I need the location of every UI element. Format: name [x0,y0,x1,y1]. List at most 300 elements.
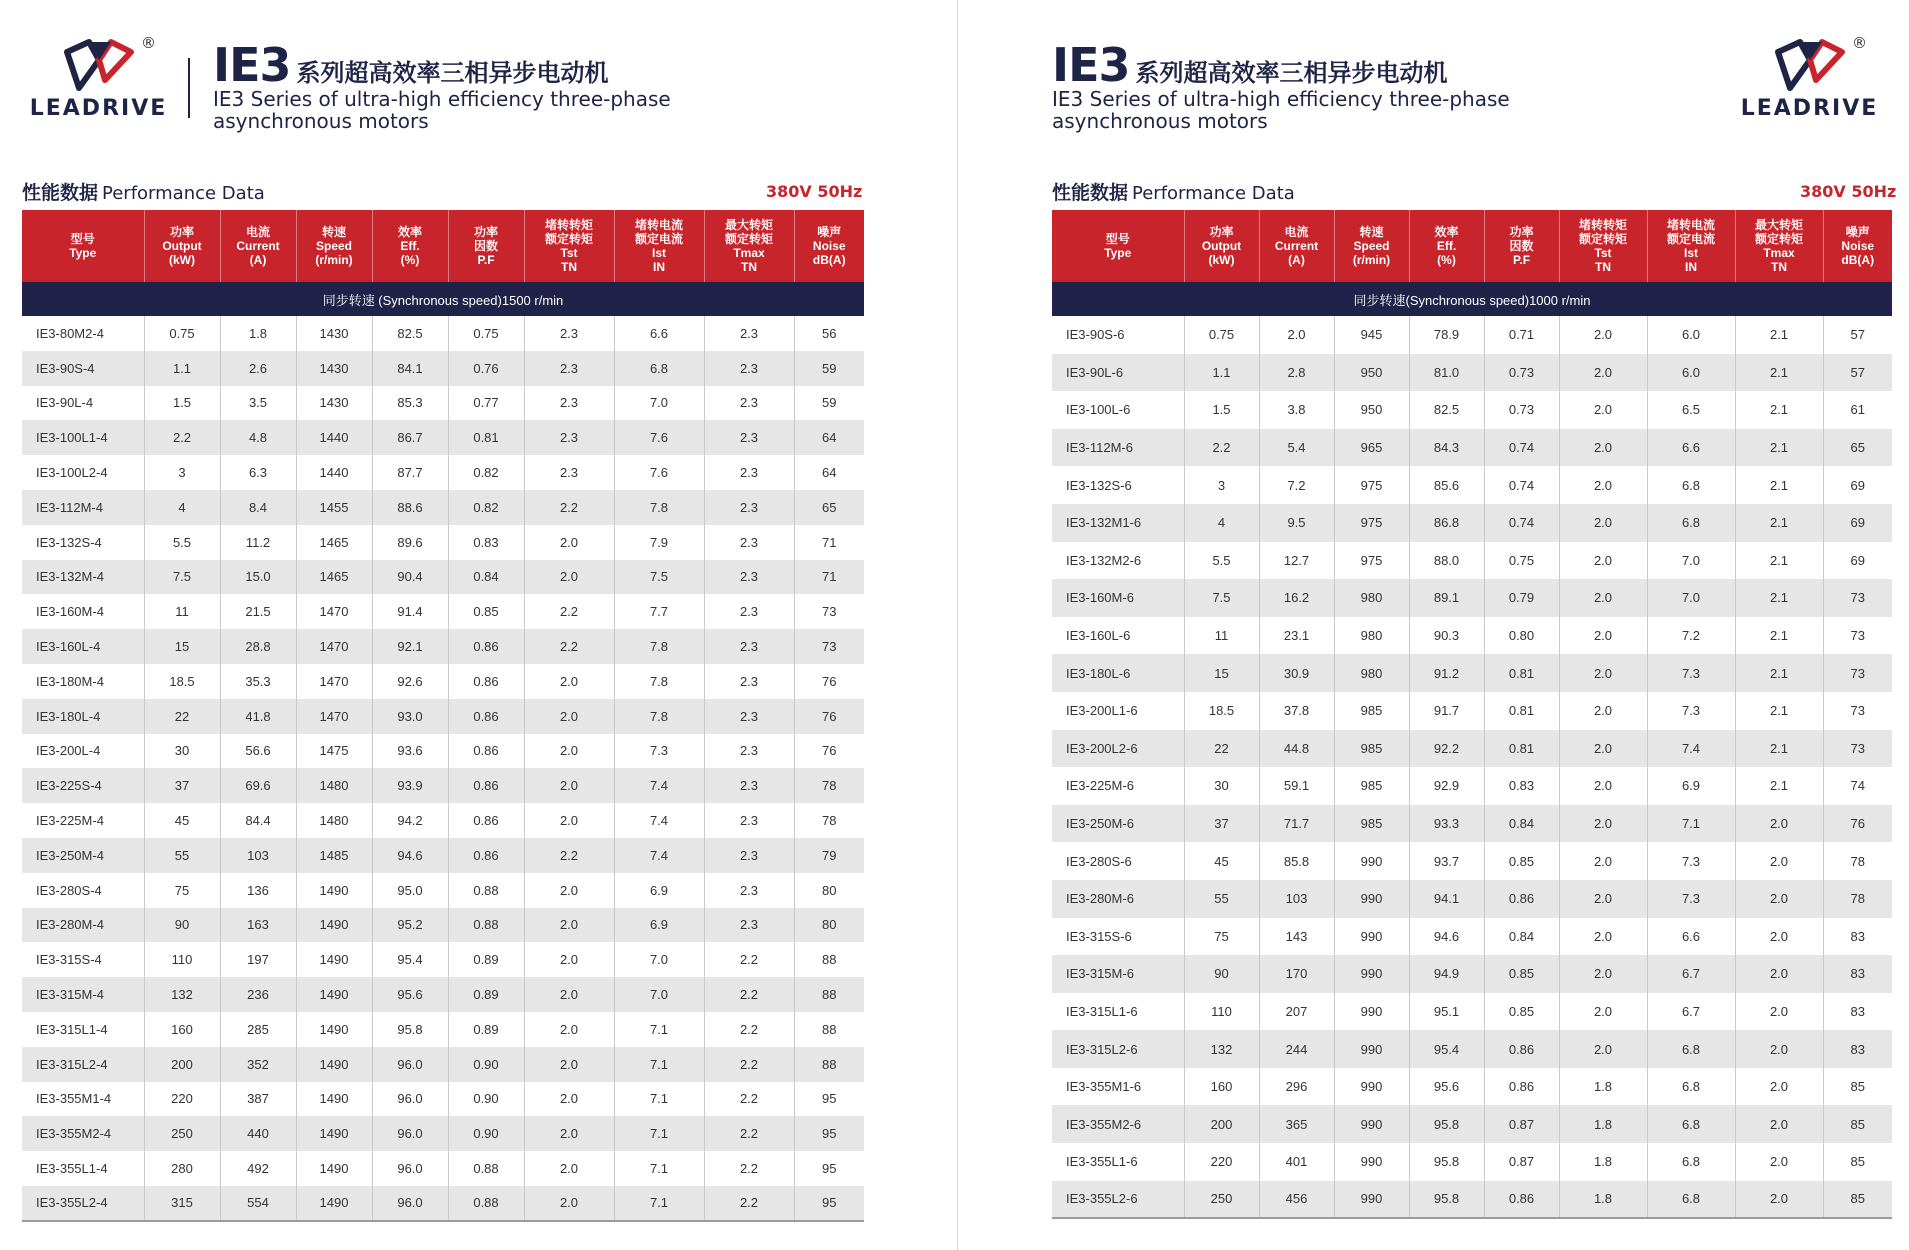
table-cell: 2.0 [1559,880,1647,918]
table-cell: 2.0 [524,560,614,595]
column-header-line: P.F [477,253,495,267]
table-cell: 1470 [296,594,372,629]
table-cell: 7.1 [614,1151,704,1186]
table-cell: 86.7 [372,420,448,455]
table-cell: 88.0 [1409,542,1484,580]
table-cell: 2.1 [1735,316,1823,354]
table-cell: 2.0 [524,1012,614,1047]
table-cell: 2.0 [1559,429,1647,467]
table-cell: 85 [1823,1068,1892,1106]
table-cell: 220 [1184,1143,1259,1181]
table-row [22,664,864,699]
table-cell: 0.74 [1484,504,1559,542]
table-cell: 0.79 [1484,579,1559,617]
table-row [1052,1068,1892,1106]
model-cell: IE3-355L2-4 [22,1186,144,1221]
table-row [1052,842,1892,880]
table-cell: 980 [1334,617,1409,655]
table-cell: 163 [220,908,296,943]
table-cell: 975 [1334,504,1409,542]
table-cell: 0.86 [448,803,524,838]
column-header-line: (r/min) [315,253,353,267]
column-header [704,210,794,282]
table-cell: 2.0 [1559,466,1647,504]
column-header [1184,210,1259,282]
table-row [22,594,864,629]
table-cell: 93.7 [1409,842,1484,880]
table-cell: 7.2 [1259,466,1334,504]
table-cell: 37 [144,768,220,803]
table-cell: 975 [1334,542,1409,580]
table-cell: 0.90 [448,1116,524,1151]
table-row [22,629,864,664]
table-cell: 1.8 [1559,1068,1647,1106]
table-row [22,768,864,803]
table-cell: 990 [1334,918,1409,956]
column-header-line: Noise [812,239,846,253]
table-cell: 7.0 [1647,542,1735,580]
table-row [1052,654,1892,692]
table-cell: 2.0 [1559,805,1647,843]
table-cell: 1440 [296,420,372,455]
table-cell: 6.0 [1647,316,1735,354]
column-header-line: (A) [1288,253,1305,267]
model-cell: IE3-90S-4 [22,351,144,386]
table-cell: 86.8 [1409,504,1484,542]
table-row [22,977,864,1012]
table-cell: 22 [1184,730,1259,768]
table-cell: 2.0 [524,768,614,803]
table-cell: 30 [1184,767,1259,805]
table-cell: 315 [144,1186,220,1221]
table-cell: 37 [1184,805,1259,843]
sync-speed-row [1052,282,1892,316]
table-cell: 6.6 [1647,429,1735,467]
table-cell: 1480 [296,768,372,803]
table-cell: 2.3 [704,386,794,421]
table-cell: 7.0 [614,942,704,977]
table-cell: 2.0 [1259,316,1334,354]
column-header [1647,210,1735,282]
model-cell: IE3-90S-6 [1052,316,1184,354]
column-header-line: 功率 [473,225,498,239]
table-cell: 7.2 [1647,617,1735,655]
table-cell: 2.2 [524,490,614,525]
table-cell: 0.86 [1484,880,1559,918]
table-cell: 2.0 [1559,842,1647,880]
table-cell: 5.5 [144,525,220,560]
table-cell: 96.0 [372,1047,448,1082]
table-cell: 80 [794,873,864,908]
table-cell: 1465 [296,525,372,560]
table-cell: 220 [144,1082,220,1117]
table-row [22,1186,864,1221]
model-cell: IE3-225M-6 [1052,767,1184,805]
column-header [22,210,144,282]
table-cell: 95.8 [1409,1143,1484,1181]
table-row [22,734,864,769]
section-heading-en: Performance Data [1132,183,1295,204]
column-header-line: Tst [1594,246,1612,260]
table-cell: 980 [1334,579,1409,617]
model-cell: IE3-315S-4 [22,942,144,977]
table-cell: 2.0 [524,1116,614,1151]
model-cell: IE3-355M1-4 [22,1082,144,1117]
model-cell: IE3-180L-4 [22,699,144,734]
table-cell: 0.90 [448,1047,524,1082]
table-cell: 143 [1259,918,1334,956]
table-cell: 1490 [296,1047,372,1082]
table-row [1052,466,1892,504]
table-cell: 4.8 [220,420,296,455]
model-cell: IE3-250M-4 [22,838,144,873]
table-cell: 2.3 [704,768,794,803]
column-header [1559,210,1647,282]
table-row [22,1012,864,1047]
column-header-line: Noise [1841,239,1875,253]
table-cell: 11 [1184,617,1259,655]
table-cell: 170 [1259,955,1334,993]
table-cell: 296 [1259,1068,1334,1106]
page-title [213,38,671,133]
table-cell: 0.84 [1484,918,1559,956]
table-cell: 2.2 [524,838,614,873]
model-cell: IE3-160M-6 [1052,579,1184,617]
section-heading-cn: 性能数据 [22,182,99,204]
table-cell: 7.5 [614,560,704,595]
table-cell: 1.8 [220,316,296,351]
table-cell: 1475 [296,734,372,769]
table-cell: 0.75 [1184,316,1259,354]
table-cell: 2.3 [524,316,614,351]
table-row [1052,1105,1892,1143]
table-cell: 401 [1259,1143,1334,1181]
table-cell: 3 [144,455,220,490]
table-cell: 15 [144,629,220,664]
column-header [1735,210,1823,282]
table-cell: 9.5 [1259,504,1334,542]
table-cell: 95.4 [1409,1030,1484,1068]
column-header-line: TN [1595,260,1611,274]
table-cell: 7.6 [614,455,704,490]
table-cell: 2.0 [1735,1068,1823,1106]
model-cell: IE3-132S-4 [22,525,144,560]
column-header-line: dB(A) [812,253,846,267]
table-row [1052,918,1892,956]
table-cell: 985 [1334,692,1409,730]
table-cell: 1470 [296,629,372,664]
table-cell: 73 [1823,579,1892,617]
table-cell: 95.8 [1409,1181,1484,1219]
table-cell: 0.84 [448,560,524,595]
table-cell: 2.3 [704,490,794,525]
table-cell: 44.8 [1259,730,1334,768]
table-row [1052,1030,1892,1068]
table-cell: 2.3 [524,351,614,386]
column-header-line: (kW) [1208,253,1235,267]
column-header [614,210,704,282]
left-page [22,0,892,1250]
table-cell: 2.1 [1735,730,1823,768]
column-header [372,210,448,282]
table-cell: 1430 [296,351,372,386]
column-header-line: P.F [1512,253,1531,267]
table-cell: 41.8 [220,699,296,734]
table-row [1052,1181,1892,1219]
table-cell: 990 [1334,842,1409,880]
table-cell: 76 [794,734,864,769]
table-cell: 0.87 [1484,1105,1559,1143]
table-cell: 285 [220,1012,296,1047]
table-cell: 2.1 [1735,354,1823,392]
table-cell: 78 [794,803,864,838]
table-cell: 89.1 [1409,579,1484,617]
table-cell: 91.2 [1409,654,1484,692]
table-cell: 69 [1823,504,1892,542]
table-cell: 250 [1184,1181,1259,1219]
table-cell: 7.5 [144,560,220,595]
table-cell: 95.0 [372,873,448,908]
column-header-line: (r/min) [1352,253,1391,267]
column-header-line: 型号 [1105,232,1130,246]
table-cell: 2.0 [524,1047,614,1082]
table-cell: 2.3 [704,838,794,873]
section-heading [1052,178,1295,205]
table-cell: 15 [1184,654,1259,692]
brand-logo [1737,34,1882,128]
table-row [22,1116,864,1151]
table-cell: 94.1 [1409,880,1484,918]
model-cell: IE3-250M-6 [1052,805,1184,843]
column-header-line: Tmax [1763,246,1795,260]
table-cell: 1470 [296,699,372,734]
table-row [22,908,864,943]
table-cell: 1485 [296,838,372,873]
table-cell: 69.6 [220,768,296,803]
table-cell: 1.1 [1184,354,1259,392]
table-cell: 7.3 [1647,692,1735,730]
table-cell: 2.0 [1559,316,1647,354]
table-cell: 0.73 [1484,354,1559,392]
table-cell: 2.1 [1735,617,1823,655]
table-cell: 59.1 [1259,767,1334,805]
column-header [1259,210,1334,282]
table-cell: 18.5 [1184,692,1259,730]
table-cell: 73 [794,629,864,664]
table-cell: 30.9 [1259,654,1334,692]
table-cell: 7.0 [614,386,704,421]
table-cell: 83 [1823,955,1892,993]
table-cell: 980 [1334,654,1409,692]
table-cell: 7.4 [614,803,704,838]
table-cell: 2.2 [704,1186,794,1221]
table-cell: 7.9 [614,525,704,560]
column-header [1409,210,1484,282]
table-cell: 990 [1334,1105,1409,1143]
column-header [794,210,864,282]
table-cell: 94.9 [1409,955,1484,993]
table-cell: 2.3 [704,873,794,908]
table-cell: 56.6 [220,734,296,769]
table-cell: 45 [1184,842,1259,880]
table-cell: 2.0 [524,873,614,908]
table-cell: 2.2 [524,629,614,664]
table-cell: 2.6 [220,351,296,386]
column-header-line: (kW) [169,253,195,267]
table-cell: 71.7 [1259,805,1334,843]
table-cell: 2.0 [1735,918,1823,956]
table-cell: 1490 [296,1151,372,1186]
table-cell: 95.2 [372,908,448,943]
sync-speed-label: 同步转速(Synchronous speed)1000 r/min [1052,282,1892,316]
table-cell: 0.85 [1484,842,1559,880]
table-cell: 85.6 [1409,466,1484,504]
table-cell: 15.0 [220,560,296,595]
table-cell: 200 [144,1047,220,1082]
table-cell: 2.0 [1735,1105,1823,1143]
table-row [22,1047,864,1082]
column-header-line: 因数 [473,239,498,253]
table-row [1052,617,1892,655]
table-cell: 85.3 [372,386,448,421]
table-cell: 2.3 [524,455,614,490]
title-chinese: 系列超高效率三相异步电动机 [1135,59,1448,87]
column-header-line: (%) [400,253,420,267]
table-cell: 7.1 [614,1047,704,1082]
table-cell: 0.88 [448,1151,524,1186]
table-cell: 69 [1823,542,1892,580]
table-cell: 88 [794,1047,864,1082]
table-cell: 6.8 [1647,1030,1735,1068]
table-row [1052,730,1892,768]
table-cell: 6.0 [1647,354,1735,392]
table-cell: 95.8 [372,1012,448,1047]
voltage-label: 380V 50Hz [766,182,863,201]
column-header-line: IN [653,260,665,274]
model-cell: IE3-100L2-4 [22,455,144,490]
table-cell: 76 [1823,805,1892,843]
table-cell: 2.3 [704,803,794,838]
table-cell: 7.0 [1647,579,1735,617]
table-cell: 2.0 [1559,955,1647,993]
table-cell: 365 [1259,1105,1334,1143]
table-cell: 61 [1823,391,1892,429]
table-cell: 2.0 [1735,842,1823,880]
column-header-line: TN [561,260,577,274]
column-header-line: 堵转电流 [1666,218,1715,232]
table-cell: 22 [144,699,220,734]
table-cell: 2.3 [524,386,614,421]
table-cell: 2.0 [1735,1143,1823,1181]
column-header-line: Type [1104,246,1132,260]
column-header-line: Ist [1683,246,1698,260]
table-cell: 28.8 [220,629,296,664]
table-cell: 990 [1334,1068,1409,1106]
table-cell: 78 [1823,842,1892,880]
table-cell: 57 [1823,354,1892,392]
table-cell: 93.6 [372,734,448,769]
table-cell: 88.6 [372,490,448,525]
table-cell: 440 [220,1116,296,1151]
table-cell: 85 [1823,1181,1892,1219]
model-cell: IE3-200L-4 [22,734,144,769]
table-cell: 2.3 [704,908,794,943]
column-header-line: 电流 [245,225,270,239]
table-cell: 2.0 [524,1186,614,1221]
table-cell: 82.5 [1409,391,1484,429]
table-row [22,316,864,351]
column-header-line: Tmax [733,246,765,260]
column-header-line: 额定转矩 [1754,232,1803,246]
column-header-line: 型号 [70,232,95,246]
table-row [1052,504,1892,542]
table-cell: 7.8 [614,490,704,525]
table-cell: 2.0 [524,525,614,560]
performance-table-4pole [22,210,864,1222]
table-cell: 0.89 [448,1012,524,1047]
section-heading-cn: 性能数据 [1052,182,1129,204]
table-cell: 73 [1823,654,1892,692]
table-cell: 207 [1259,993,1334,1031]
table-cell: 2.1 [1735,391,1823,429]
table-cell: 16.2 [1259,579,1334,617]
column-header-line: 功率 [169,225,194,239]
table-cell: 236 [220,977,296,1012]
table-cell: 1.1 [144,351,220,386]
table-cell: 76 [794,664,864,699]
column-header-line: Current [1274,239,1319,253]
table-cell: 250 [144,1116,220,1151]
column-header-line: Ist [651,246,666,260]
table-cell: 0.83 [1484,767,1559,805]
column-header-line: 额定电流 [1666,232,1715,246]
table-cell: 2.0 [524,1082,614,1117]
table-cell: 94.2 [372,803,448,838]
table-cell: 82.5 [372,316,448,351]
table-cell: 0.82 [448,455,524,490]
table-cell: 280 [144,1151,220,1186]
model-cell: IE3-225S-4 [22,768,144,803]
table-cell: 0.89 [448,977,524,1012]
table-cell: 0.76 [448,351,524,386]
table-cell: 387 [220,1082,296,1117]
table-cell: 85.8 [1259,842,1334,880]
model-cell: IE3-315S-6 [1052,918,1184,956]
table-cell: 0.86 [448,664,524,699]
table-cell: 2.1 [1735,579,1823,617]
table-cell: 7.5 [1184,579,1259,617]
table-cell: 4 [1184,504,1259,542]
table-cell: 75 [1184,918,1259,956]
table-cell: 0.71 [1484,316,1559,354]
table-cell: 95 [794,1151,864,1186]
column-header [144,210,220,282]
table-cell: 1490 [296,942,372,977]
table-row [22,455,864,490]
table-cell: 88 [794,1012,864,1047]
table-cell: 2.2 [704,977,794,1012]
table-cell: 96.0 [372,1186,448,1221]
table-cell: 0.81 [1484,692,1559,730]
model-cell: IE3-355M2-4 [22,1116,144,1151]
table-cell: 2.0 [524,664,614,699]
column-header-line: 电流 [1284,225,1309,239]
table-cell: 200 [1184,1105,1259,1143]
table-cell: 21.5 [220,594,296,629]
table-cell: 73 [1823,692,1892,730]
table-cell: 2.0 [1559,993,1647,1031]
table-cell: 197 [220,942,296,977]
